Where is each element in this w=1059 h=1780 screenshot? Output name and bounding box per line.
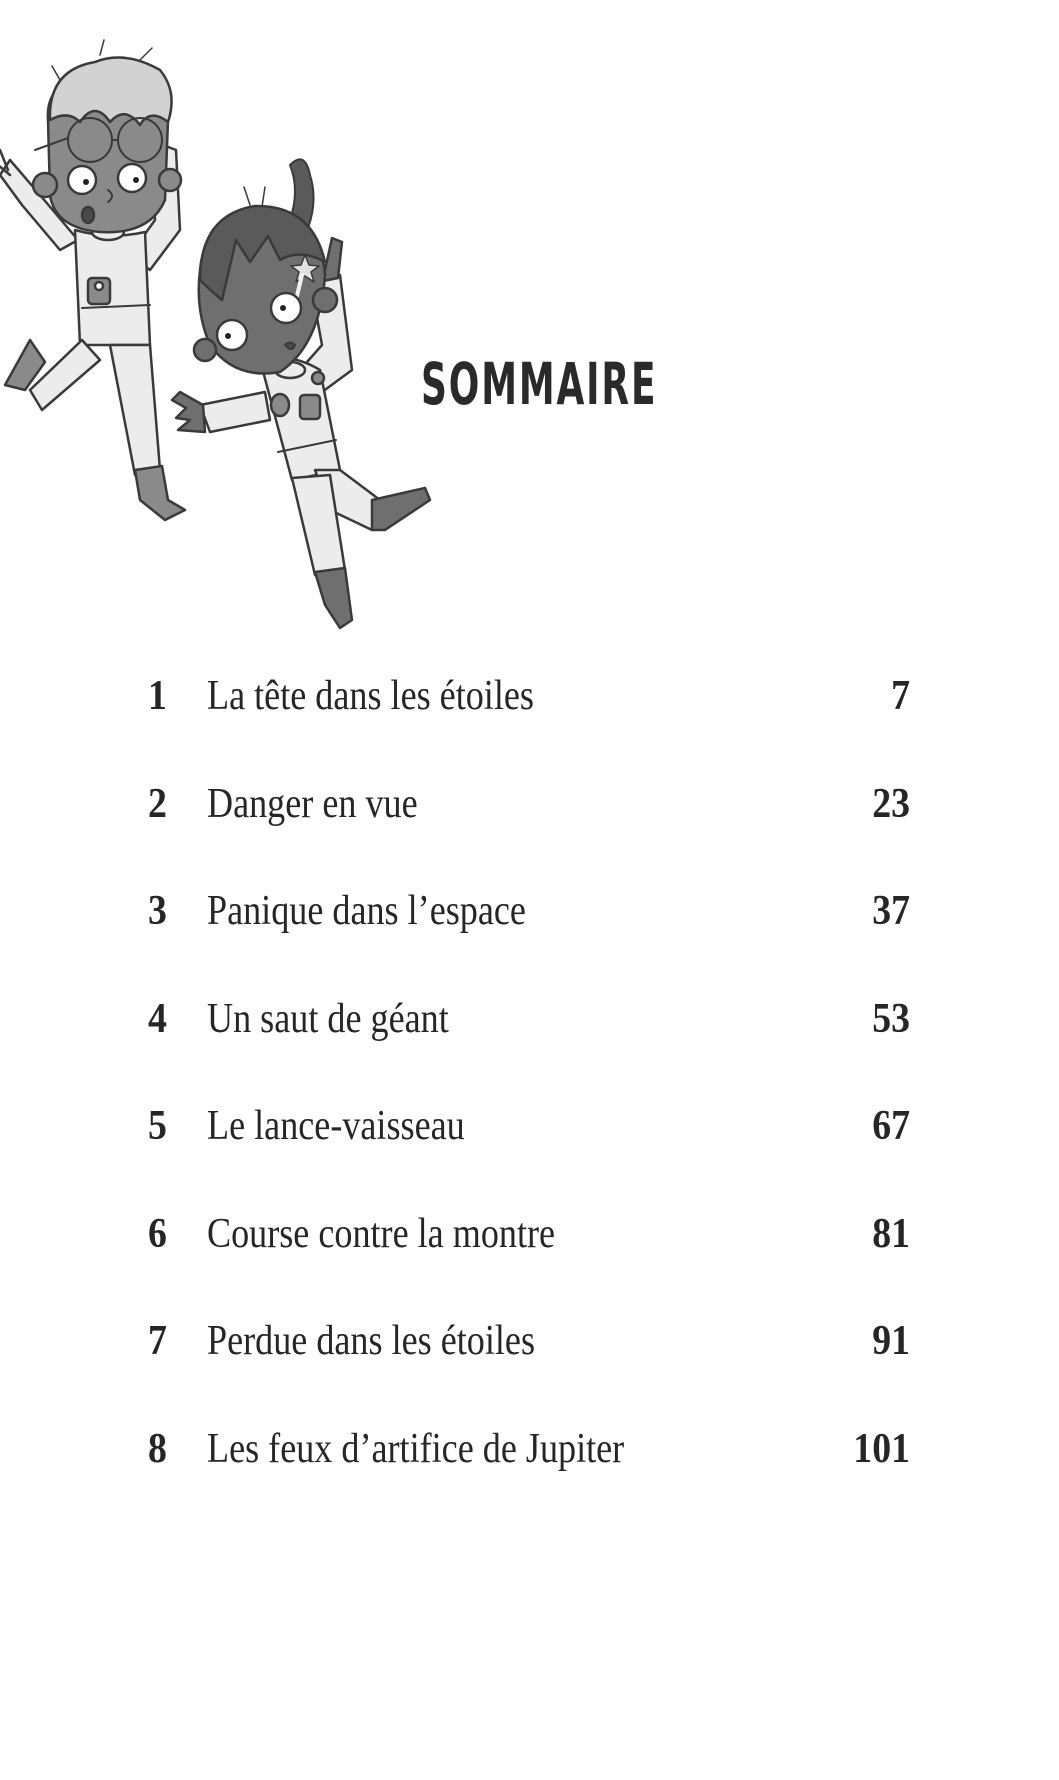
chapter-number: 8 [148, 1426, 167, 1472]
chapter-page: 81 [872, 1211, 910, 1257]
chapter-number: 7 [148, 1318, 167, 1364]
toc-entry[interactable] [148, 1101, 910, 1151]
toc-entry[interactable] [148, 994, 910, 1044]
toc-entry[interactable] [148, 1316, 910, 1366]
toc-entry[interactable] [148, 886, 910, 936]
chapter-page: 7 [891, 673, 910, 719]
chapter-title: La tête dans les étoiles [207, 673, 534, 719]
chapter-title: Un saut de géant [207, 996, 449, 1042]
kids-illustration [0, 0, 460, 650]
chapter-title: Panique dans l’espace [207, 888, 526, 934]
chapter-number: 5 [148, 1103, 167, 1149]
chapter-number: 4 [148, 996, 167, 1042]
chapter-title: Course contre la montre [207, 1211, 556, 1257]
chapter-number: 2 [148, 781, 167, 827]
page-title: SOMMAIRE [421, 350, 658, 418]
toc-entry[interactable] [148, 779, 910, 829]
chapter-number: 1 [148, 673, 167, 719]
toc-entry[interactable] [148, 671, 910, 721]
chapter-number: 6 [148, 1211, 167, 1257]
chapter-title: Perdue dans les étoiles [207, 1318, 536, 1364]
chapter-page: 67 [872, 1103, 910, 1149]
toc-entry[interactable] [148, 1424, 910, 1474]
chapter-page: 53 [872, 996, 910, 1042]
chapter-title: Le lance-vaisseau [207, 1103, 465, 1149]
toc-entry[interactable] [148, 1209, 910, 1259]
girl-figure [172, 159, 430, 628]
chapter-title: Danger en vue [207, 781, 418, 827]
chapter-page: 37 [872, 888, 910, 934]
chapter-page: 23 [872, 781, 910, 827]
chapter-page: 91 [872, 1318, 910, 1364]
chapter-number: 3 [148, 888, 167, 934]
chapter-page: 101 [853, 1426, 910, 1472]
chapter-title: Les feux d’artifice de Jupiter [207, 1426, 625, 1472]
boy-figure [0, 40, 185, 520]
